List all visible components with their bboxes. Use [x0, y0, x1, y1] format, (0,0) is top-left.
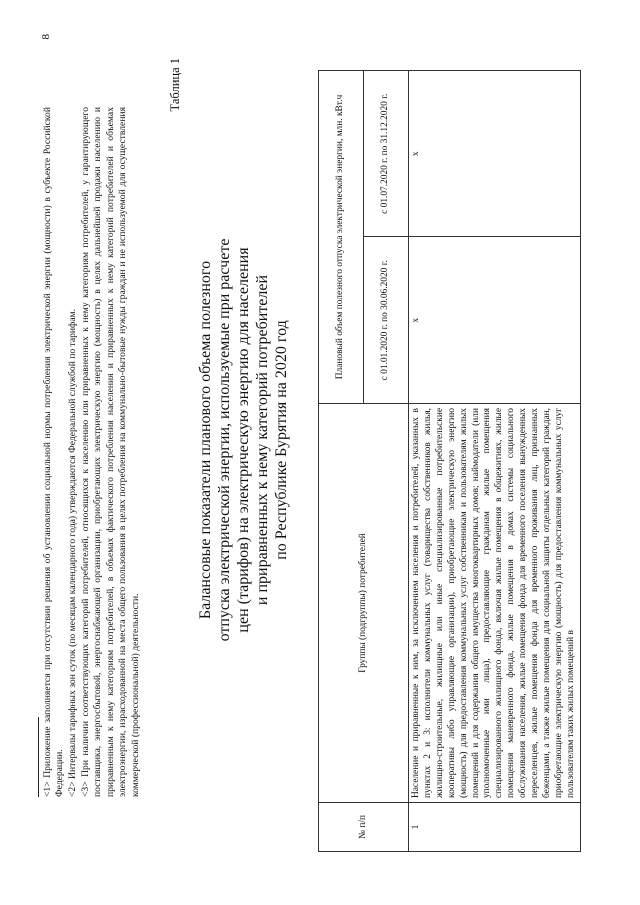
header-num: № п/п — [319, 803, 409, 852]
table-row — [409, 71, 581, 852]
title-line: отпуска электрической энергии, используемые при расчете — [216, 238, 233, 642]
header-group: Группы (подгруппы) потребителей — [319, 404, 409, 803]
balance-table — [318, 70, 581, 852]
footnote-rule — [38, 717, 39, 797]
table-label: Таблица 1 — [168, 58, 182, 112]
footnote-1: <1> Приложение заполняется при отсутствии решения об установлении социальной нормы потребления электрической энергии (мощности) в субъекте Российской Федерации. — [42, 107, 66, 797]
title-line: и приравненных к нему категорий потребителей — [254, 274, 271, 606]
title-line: цен (тарифов) на электрическую энергию для населения — [235, 247, 252, 633]
row-description: Население и приравненные к ним, за исключением населения и потребителей, указанных в пунктах 2 и 3: исполнители коммунальных услуг (товарищества собственников жилья, жилищно-строительные, жилищные или иные специализированные потребительские кооперативы либо управляющие организации), приобретающие электрическую энергию (мощность) для предоставления коммунальных услуг собственникам и пользователям жилых помещений и для содержания общего имущества многоквартирных домов; наймодатели (или уполномоченные ими лица), предоставляющие гражданам жилые помещения специализированного жилищного фонда, включая жилые помещения в общежитиях, жилые помещения маневренного фонда, жилые помещения в домах системы социального обслуживания населения, жилые помещения фонда для временного поселения вынужденных переселенцев, жилые помещения фонда для временного проживания лиц, признанных беженцами, а также жилые помещения для социальной защиты отдельных категорий граждан, приобретающие электрическую энергию (мощность) для предоставления коммунальных услуг пользователям таких жилых помещений в — [409, 404, 581, 803]
footnote-2: <2> Интервалы тарифных зон суток (по месяцам календарного года) утверждаются Федеральной службой по тарифам. — [67, 308, 78, 797]
title-line: по Республике Бурятия на 2020 год — [273, 320, 290, 560]
table-title — [196, 185, 291, 695]
header-period-2: с 01.07.2020 г. по 31.12.2020 г. — [364, 71, 409, 238]
header-period-1: с 01.01.2020 г. по 30.06.2020 г. — [364, 237, 409, 404]
row-value-period-1: х — [409, 237, 581, 404]
row-num: 1 — [409, 803, 581, 852]
footnote-3: <3> При наличии соответствующих категорий потребителей, относящихся к населению или приравненных к нему категориям потребителей, у гарантирующего поставщика, энергосбытовой, энергоснабжающей организации, приобретающих электрическую энергию (мощность) в целях дальнейшей продажи населению и приравненным к нему категориям потребителей, в объемах фактического потребления населения и приравненных к нему категорий потребителей и объемах электроэнергии, израсходованной на места общего пользования в целях потребления на коммунально-бытовые нужды граждан и не используемой для осуществления коммерческой (профессиональной) деятельности. — [80, 107, 141, 797]
table-header-row — [319, 71, 364, 852]
page-number: 8 — [40, 34, 52, 40]
header-volume: Плановый объем полезного отпуска электрической энергии, млн. кВт.ч — [319, 71, 364, 404]
row-value-period-2: х — [409, 71, 581, 238]
title-line: Балансовые показатели планового объема полезного — [197, 260, 214, 620]
